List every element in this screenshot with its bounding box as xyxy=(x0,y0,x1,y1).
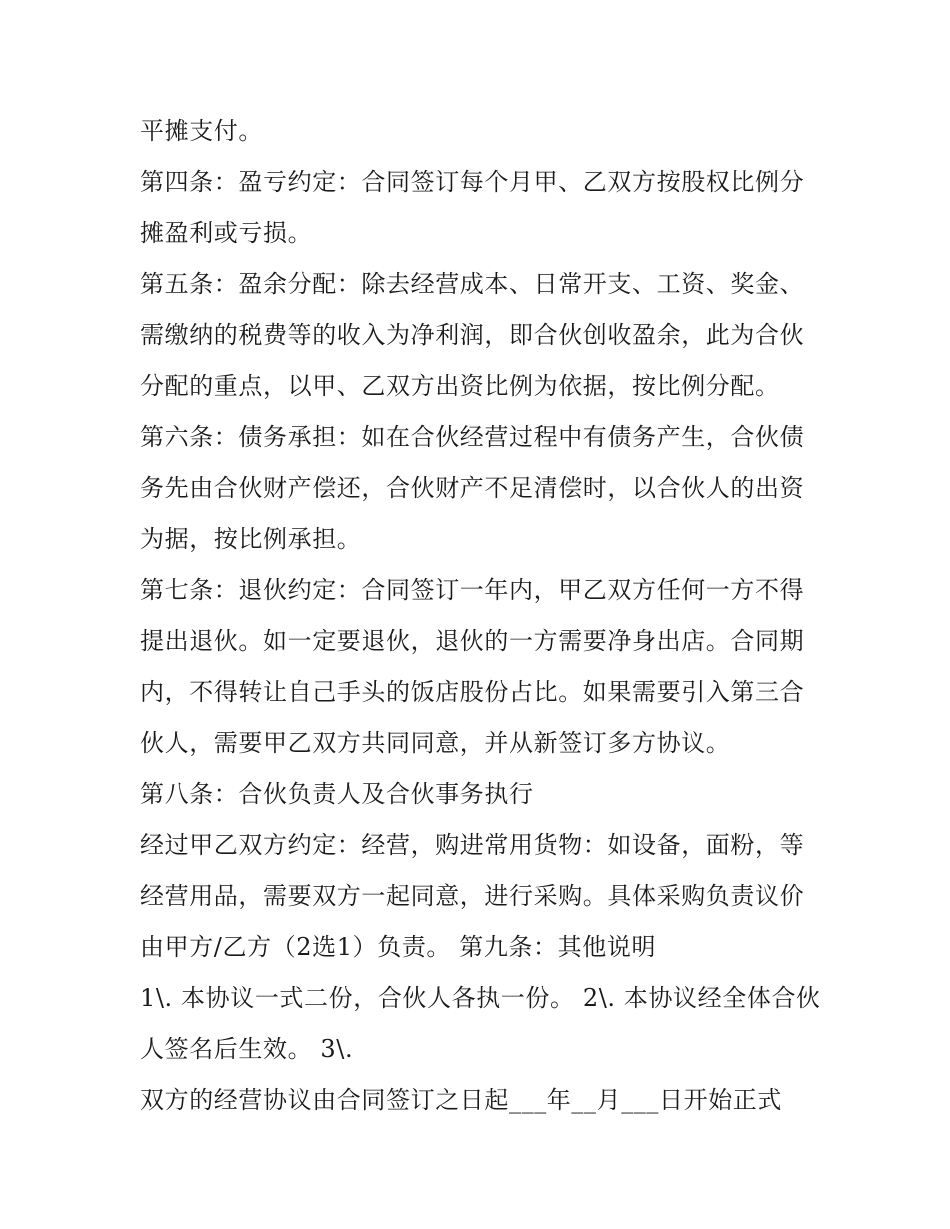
text-line: 第七条：退伙约定：合同签订一年内，甲乙双方任何一方不得 xyxy=(140,576,805,604)
text-line: 1\. 本协议一式二份，合伙人各执一份。 2\. 本协议经全体合伙 xyxy=(140,984,821,1012)
document-body xyxy=(140,106,820,1126)
text-line: 务先由合伙财产偿还，合伙财产不足清偿时，以合伙人的出资 xyxy=(140,474,805,502)
text-line: 经过甲乙双方约定：经营，购进常用货物：如设备，面粉，等 xyxy=(140,831,805,859)
text-line: 第四条：盈亏约定：合同签订每个月甲、乙双方按股权比例分 xyxy=(140,168,805,196)
text-line: 分配的重点，以甲、乙双方出资比例为依据，按比例分配。 xyxy=(140,372,780,400)
text-line: 经营用品，需要双方一起同意，进行采购。具体采购负责议价 xyxy=(140,882,805,910)
text-line: 平摊支付。 xyxy=(140,117,263,145)
text-line: 双方的经营协议由合同签订之日起___年__月___日开始正式 xyxy=(140,1086,782,1114)
text-line: 为据，按比例承担。 xyxy=(140,525,362,553)
text-line: 伙人，需要甲乙双方共同同意，并从新签订多方协议。 xyxy=(140,729,731,757)
text-line: 由甲方/乙方（2选1）负责。 第九条：其他说明 xyxy=(140,933,657,961)
text-line: 内，不得转让自己手头的饭店股份占比。如果需要引入第三合 xyxy=(140,678,805,706)
text-line: 需缴纳的税费等的收入为净利润，即合伙创收盈余，此为合伙 xyxy=(140,321,805,349)
text-line: 提出退伙。如一定要退伙，退伙的一方需要净身出店。合同期 xyxy=(140,627,805,655)
text-line: 人签名后生效。 3\. xyxy=(140,1035,354,1063)
text-line: 第五条：盈余分配：除去经营成本、日常开支、工资、奖金、 xyxy=(140,270,805,298)
text-line: 第八条：合伙负责人及合伙事务执行 xyxy=(140,780,534,808)
text-line: 摊盈利或亏损。 xyxy=(140,219,313,247)
text-line: 第六条：债务承担：如在合伙经营过程中有债务产生，合伙债 xyxy=(140,423,805,451)
